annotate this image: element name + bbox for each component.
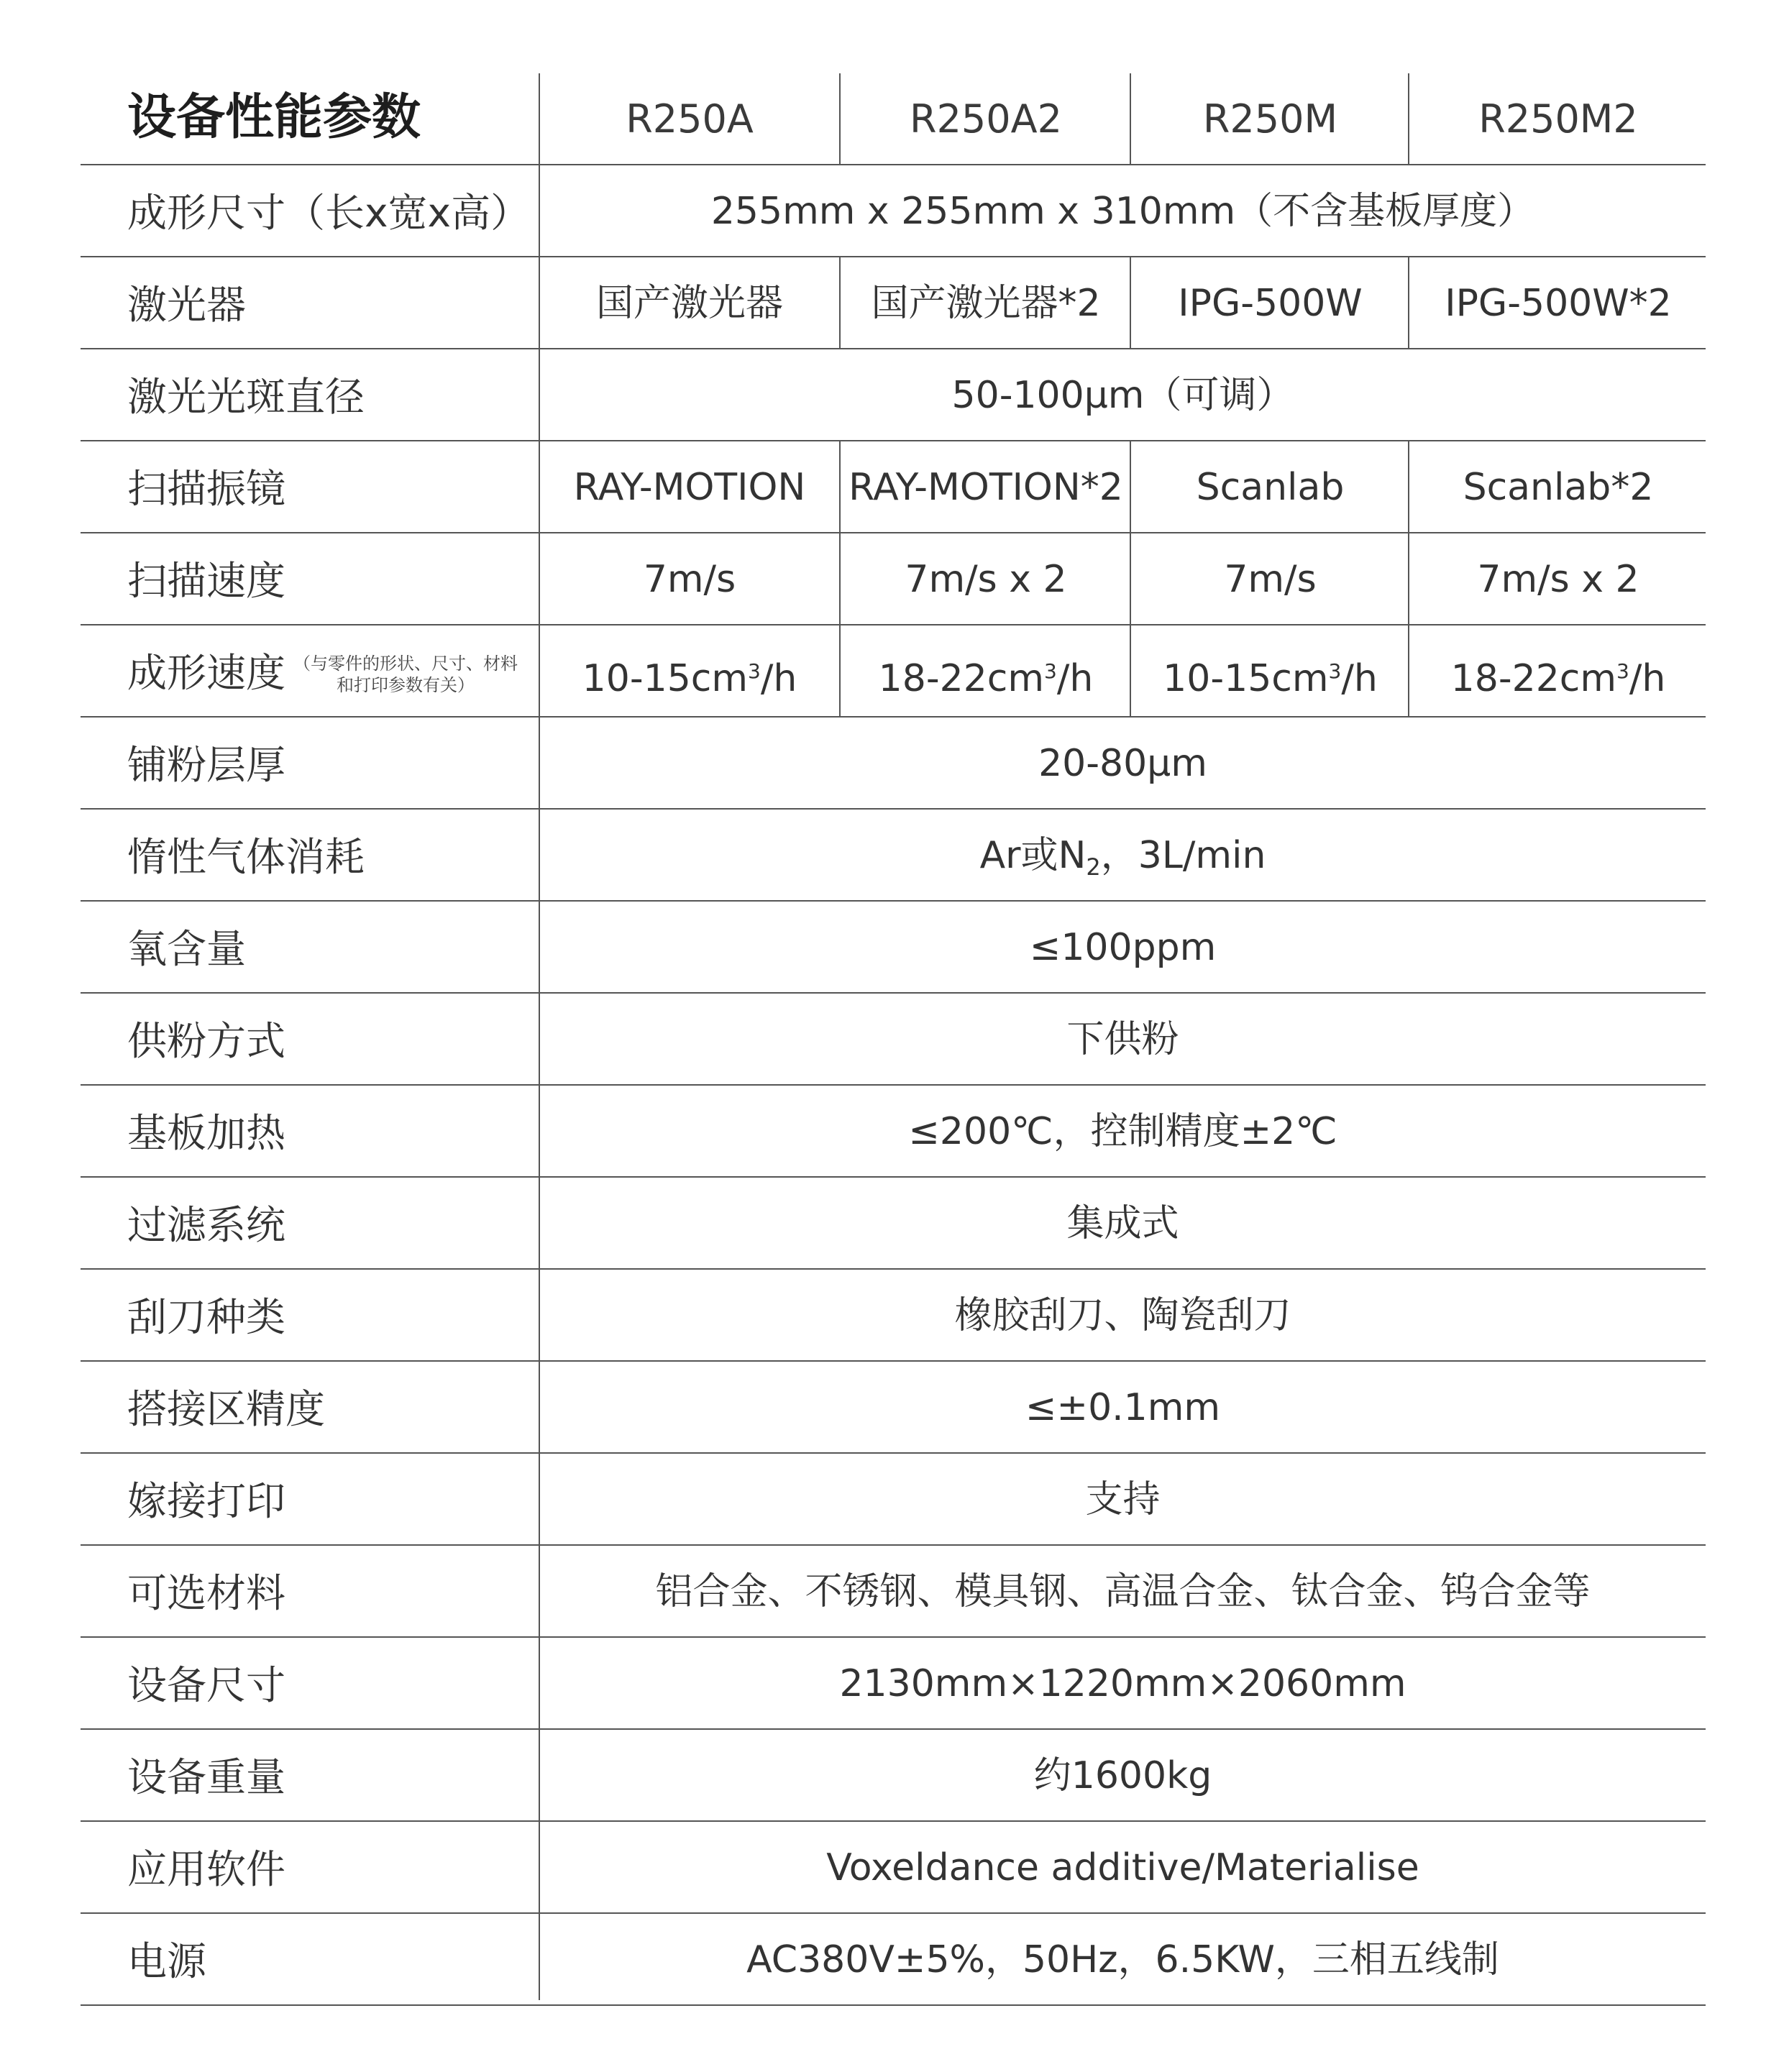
row-feed xyxy=(81,994,1706,1086)
row-label: 供粉方式 xyxy=(127,1018,286,1064)
row-value: 20-80μm xyxy=(1038,742,1207,785)
row-label: 成形速度 xyxy=(127,650,286,696)
row-value: ≤±0.1mm xyxy=(1025,1386,1221,1429)
row-weight xyxy=(81,1730,1706,1822)
row-value: 下供粉 xyxy=(1066,1018,1179,1061)
row-value: 7m/s xyxy=(540,533,841,625)
row-galvo xyxy=(81,441,1706,533)
model-r250a2: R250A2 xyxy=(842,73,1131,165)
row-materials xyxy=(81,1546,1706,1638)
row-label: 激光器 xyxy=(127,282,247,328)
row-value: 橡胶刮刀、陶瓷刮刀 xyxy=(954,1294,1291,1337)
spec-table xyxy=(81,73,1706,2000)
table-title: 设备性能参数 xyxy=(127,89,421,146)
row-label: 应用软件 xyxy=(127,1846,286,1892)
row-scan-speed xyxy=(81,533,1706,625)
row-value: AC380V±5%，50Hz，6.5KW，三相五线制 xyxy=(746,1938,1499,1981)
row-value: $18-22cm^3/h$ xyxy=(842,625,1131,718)
row-hybrid xyxy=(81,1454,1706,1546)
row-label: 扫描速度 xyxy=(127,558,286,604)
row-value: $10-15cm^3/h$ xyxy=(1133,625,1409,718)
row-build-size xyxy=(81,165,1706,257)
row-note: （与零件的形状、尺寸、材料和打印参数有关） xyxy=(293,654,518,695)
row-value: Voxeldance additive/Materialise xyxy=(826,1846,1419,1889)
row-label: 设备尺寸 xyxy=(127,1662,286,1708)
row-value: IPG-500W xyxy=(1133,257,1409,349)
row-label: 刮刀种类 xyxy=(127,1294,286,1340)
row-value: RAY-MOTION xyxy=(540,441,841,533)
row-value: 7m/s x 2 xyxy=(842,533,1131,625)
row-label: 电源 xyxy=(127,1938,207,1984)
row-dimensions xyxy=(81,1638,1706,1730)
header-row xyxy=(81,73,1706,165)
row-label: 可选材料 xyxy=(127,1570,286,1616)
row-value: ≤100ppm xyxy=(1029,926,1217,969)
row-label: 惰性气体消耗 xyxy=(127,834,365,880)
row-value: $10-15cm^3/h$ xyxy=(540,625,841,718)
row-value: 铝合金、不锈钢、模具钢、高温合金、钛合金、钨合金等 xyxy=(655,1570,1591,1613)
row-label: 铺粉层厚 xyxy=(127,742,286,788)
row-value: Scanlab xyxy=(1133,441,1409,533)
row-label: 基板加热 xyxy=(127,1110,286,1156)
row-heating xyxy=(81,1086,1706,1178)
row-label: 激光光斑直径 xyxy=(127,374,365,420)
row-label: 扫描振镜 xyxy=(127,466,286,512)
row-value: Scanlab*2 xyxy=(1463,466,1654,509)
row-value: 国产激光器*2 xyxy=(842,257,1131,349)
model-r250m2: R250M2 xyxy=(1478,96,1638,142)
row-gas xyxy=(81,810,1706,902)
row-value: Ar或$N_2$，3L/min xyxy=(979,834,1266,881)
row-value: IPG-500W*2 xyxy=(1445,282,1672,325)
model-r250m: R250M xyxy=(1133,73,1409,165)
row-label: 氧含量 xyxy=(127,926,247,972)
row-power xyxy=(81,1914,1706,2006)
row-value: RAY-MOTION*2 xyxy=(842,441,1131,533)
row-software xyxy=(81,1822,1706,1914)
row-label: 过滤系统 xyxy=(127,1202,286,1248)
row-build-speed xyxy=(81,625,1706,718)
row-value: 支持 xyxy=(1085,1478,1161,1521)
row-value: 50-100μm（可调） xyxy=(951,374,1294,417)
row-blade xyxy=(81,1270,1706,1362)
row-value: ≤200℃，控制精度±2℃ xyxy=(908,1110,1337,1153)
row-value: 7m/s xyxy=(1133,533,1409,625)
row-label: 搭接区精度 xyxy=(127,1386,326,1432)
row-overlap xyxy=(81,1362,1706,1454)
row-value: 集成式 xyxy=(1066,1202,1179,1245)
row-label: 设备重量 xyxy=(127,1754,286,1800)
model-r250a: R250A xyxy=(540,73,841,165)
row-value: 约1600kg xyxy=(1033,1754,1212,1797)
row-oxygen xyxy=(81,902,1706,994)
row-value: 255mm x 255mm x 310mm（不含基板厚度） xyxy=(710,190,1535,233)
row-label: 嫁接打印 xyxy=(127,1478,286,1524)
row-spot xyxy=(81,349,1706,441)
row-laser xyxy=(81,257,1706,349)
row-value: $18-22cm^3/h$ xyxy=(1450,657,1666,700)
row-label: 成形尺寸（长x宽x高） xyxy=(127,190,531,236)
row-value: 国产激光器 xyxy=(540,257,841,349)
row-layer xyxy=(81,718,1706,810)
row-value: 2130mm×1220mm×2060mm xyxy=(839,1662,1406,1705)
row-value: 7m/s x 2 xyxy=(1477,558,1639,601)
row-filter xyxy=(81,1178,1706,1270)
